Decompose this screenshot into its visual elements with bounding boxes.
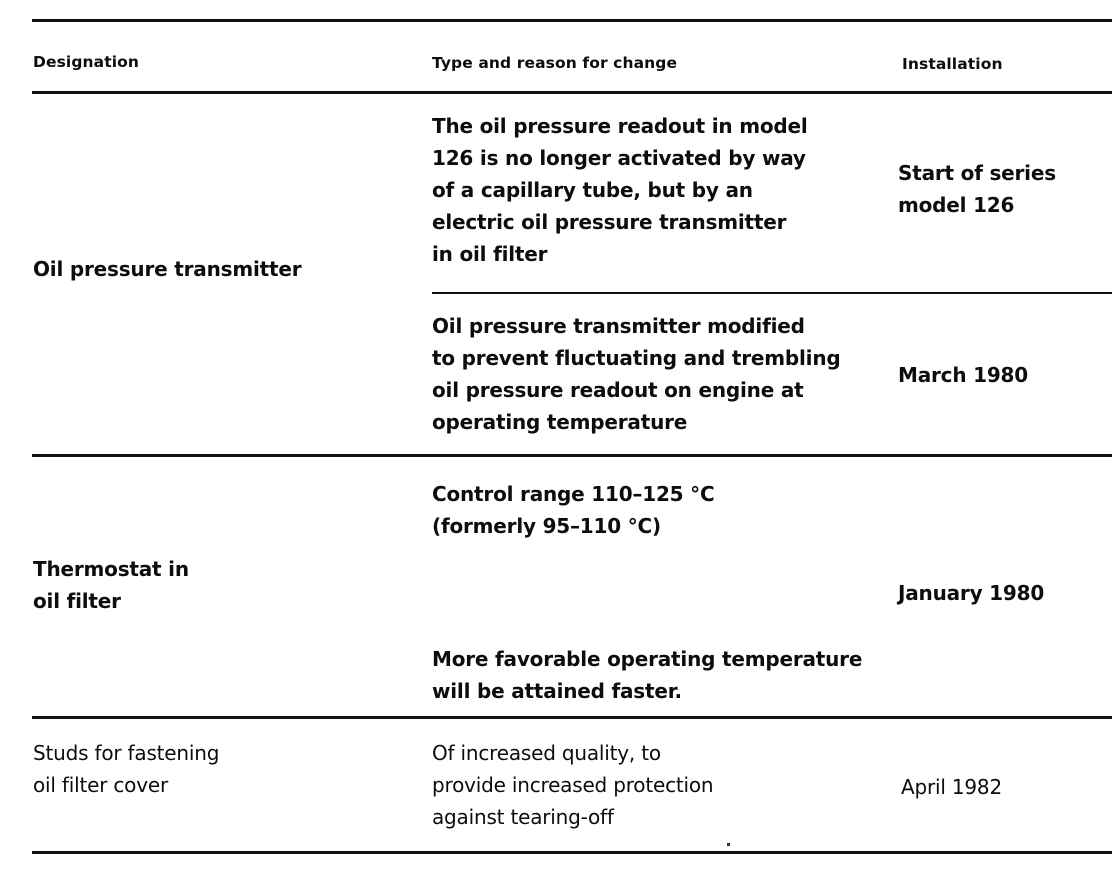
row3-reason: Of increased quality, to provide increased protection against tearing-off — [432, 741, 714, 829]
row2-reason-top: Control range 110–125 °C (formerly 95–110 °C) — [432, 482, 715, 538]
row1-bottom-rule — [32, 454, 1112, 457]
header-type-reason: Type and reason for change — [432, 54, 678, 72]
row1-designation: Oil pressure transmitter — [33, 257, 302, 281]
header-rule — [32, 91, 1112, 94]
row3-installation: April 1982 — [901, 775, 1002, 799]
row1-inner-rule — [432, 292, 1112, 294]
row1-change2-reason: Oil pressure transmitter modified to prevent fluctuating and trembling oil pressure readout on engine at operating temperature — [432, 314, 841, 434]
row1-change1-installation: Start of series model 126 — [898, 161, 1056, 217]
row1-change2-installation: March 1980 — [898, 363, 1028, 387]
table-top-rule — [32, 19, 1112, 22]
row2-designation: Thermostat in oil filter — [33, 557, 189, 613]
header-installation: Installation — [902, 55, 1003, 73]
header-designation: Designation — [33, 53, 140, 71]
table-bottom-rule — [32, 851, 1112, 854]
row2-reason-bottom: More favorable operating temperature will be attained faster. — [432, 647, 863, 703]
row2-bottom-rule — [32, 716, 1112, 719]
row2-installation: January 1980 — [898, 581, 1045, 605]
row1-change1-reason: The oil pressure readout in model 126 is no longer activated by way of a capillary tube, but by an electric oil pressure transmitter in oil filter — [432, 114, 808, 266]
scan-speck — [727, 843, 730, 846]
row3-designation: Studs for fastening oil filter cover — [33, 741, 220, 797]
